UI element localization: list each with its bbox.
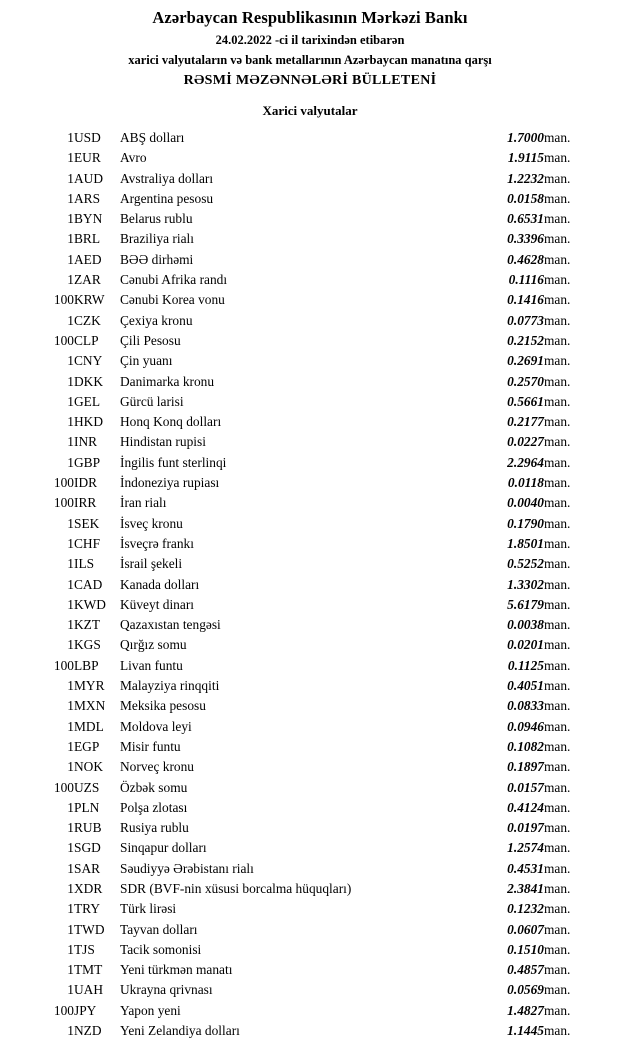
currency-amount: 100 xyxy=(53,292,74,308)
currency-name: Misir funtu xyxy=(120,738,181,754)
currency-unit: man. xyxy=(544,840,571,856)
currency-unit: man. xyxy=(544,434,571,450)
table-row xyxy=(30,859,590,879)
currency-code: PLN xyxy=(74,799,100,815)
currency-unit: man. xyxy=(544,820,571,836)
currency-unit: man. xyxy=(544,495,571,511)
currency-amount: 1 xyxy=(67,698,74,714)
currency-rate: 2.2964 xyxy=(507,454,544,470)
currency-name: Yeni Zelandiya dolları xyxy=(120,1023,240,1039)
currency-code: IDR xyxy=(74,475,98,491)
currency-code: UAH xyxy=(74,982,104,998)
currency-name: ABŞ dolları xyxy=(120,130,185,145)
currency-code: ZAR xyxy=(74,272,101,288)
page-title: Azərbaycan Respublikasının Mərkəzi Bankı xyxy=(152,8,468,27)
currency-amount: 1 xyxy=(67,272,74,288)
table-row xyxy=(30,270,590,290)
currency-code: UZS xyxy=(74,779,100,795)
currency-code: ILS xyxy=(74,556,95,572)
table-row xyxy=(30,960,590,980)
currency-unit: man. xyxy=(544,130,571,145)
currency-unit: man. xyxy=(544,231,571,247)
table-row xyxy=(30,920,590,940)
currency-amount: 1 xyxy=(67,231,74,247)
table-row xyxy=(30,635,590,655)
currency-name: Moldova leyi xyxy=(120,718,192,734)
currency-rate: 5.6179 xyxy=(507,596,544,612)
table-row xyxy=(30,717,590,737)
currency-code: SGD xyxy=(74,840,101,856)
currency-code: USD xyxy=(74,130,101,145)
table-row xyxy=(30,229,590,249)
currency-rate: 1.9115 xyxy=(507,150,544,166)
currency-code: AUD xyxy=(74,170,104,186)
table-row xyxy=(30,493,590,513)
currency-amount: 100 xyxy=(53,495,74,511)
currency-name: Danimarka kronu xyxy=(120,373,215,389)
currency-rate: 0.1416 xyxy=(507,292,544,308)
currency-name: Səudiyyə Ərəbistanı rialı xyxy=(120,860,254,876)
currency-amount: 1 xyxy=(67,941,74,957)
table-row xyxy=(30,575,590,595)
table-row xyxy=(30,940,590,960)
currency-amount: 100 xyxy=(53,475,74,491)
currency-code: GBP xyxy=(74,454,101,470)
currency-code: CAD xyxy=(74,576,103,592)
currency-code: INR xyxy=(74,434,98,450)
table-row xyxy=(30,737,590,757)
currency-code: SAR xyxy=(74,860,101,876)
currency-amount: 1 xyxy=(67,840,74,856)
currency-amount: 1 xyxy=(67,576,74,592)
currency-rate: 1.7000 xyxy=(507,130,544,145)
currency-code: TRY xyxy=(74,901,101,917)
currency-name: Kanada dolları xyxy=(120,576,200,592)
currency-name: İran rialı xyxy=(120,495,167,511)
currency-amount: 1 xyxy=(67,393,74,409)
table-row xyxy=(30,169,590,189)
currency-unit: man. xyxy=(544,475,571,491)
table-row xyxy=(30,453,590,473)
table-row xyxy=(30,656,590,676)
exchange-rates-table xyxy=(30,128,590,1041)
table-row xyxy=(30,128,590,148)
currency-amount: 1 xyxy=(67,150,74,166)
currency-amount: 1 xyxy=(67,170,74,186)
table-row xyxy=(30,148,590,168)
document-subtitle: xarici valyutaların və bank metallarının Azərbaycan manatına qarşı xyxy=(128,53,492,67)
currency-code: MDL xyxy=(74,718,104,734)
currency-amount: 1 xyxy=(67,678,74,694)
currency-rate: 0.4628 xyxy=(507,251,544,267)
currency-name: İndoneziya rupiası xyxy=(120,475,220,491)
currency-name: Türk lirəsi xyxy=(120,901,177,917)
table-row xyxy=(30,696,590,716)
currency-code: DKK xyxy=(74,373,104,389)
currency-name: İsveç kronu xyxy=(120,515,183,531)
currency-rate: 0.0773 xyxy=(507,312,544,328)
currency-rate: 0.1125 xyxy=(507,657,544,673)
currency-amount: 1 xyxy=(67,251,74,267)
currency-rate: 0.0157 xyxy=(507,779,544,795)
currency-unit: man. xyxy=(544,596,571,612)
currency-rate: 0.0227 xyxy=(507,434,544,450)
currency-rate: 1.1445 xyxy=(507,1023,544,1039)
table-row xyxy=(30,1001,590,1021)
table-row xyxy=(30,615,590,635)
currency-name: Cənubi Afrika randı xyxy=(120,272,228,288)
currency-code: EUR xyxy=(74,150,101,166)
currency-name: Avro xyxy=(120,150,147,166)
currency-name: Yapon yeni xyxy=(120,1002,181,1018)
table-row xyxy=(30,778,590,798)
currency-amount: 1 xyxy=(67,535,74,551)
currency-unit: man. xyxy=(544,799,571,815)
table-row xyxy=(30,818,590,838)
currency-unit: man. xyxy=(544,941,571,957)
currency-amount: 1 xyxy=(67,414,74,430)
currency-name: Argentina pesosu xyxy=(120,190,214,206)
currency-code: CZK xyxy=(74,312,101,328)
effective-date-line: 24.02.2022 -ci il tarixindən etibarən xyxy=(215,33,405,47)
table-row xyxy=(30,899,590,919)
currency-amount: 1 xyxy=(67,556,74,572)
currency-rate: 0.4531 xyxy=(507,860,544,876)
currency-code: HKD xyxy=(74,414,104,430)
currency-name: Malayziya rinqqiti xyxy=(120,678,220,694)
currency-name: Meksika pesosu xyxy=(120,698,206,714)
section-title-foreign-currencies: Xarici valyutalar xyxy=(262,103,358,118)
currency-rate: 0.2691 xyxy=(507,353,544,369)
currency-name: SDR (BVF-nin xüsusi borcalma hüquqları) xyxy=(120,880,352,896)
currency-code: JPY xyxy=(74,1002,97,1018)
table-row xyxy=(30,676,590,696)
currency-amount: 1 xyxy=(67,962,74,978)
currency-amount: 1 xyxy=(67,130,74,145)
currency-name: Norveç kronu xyxy=(120,759,194,775)
currency-unit: man. xyxy=(544,1023,571,1039)
currency-unit: man. xyxy=(544,515,571,531)
currency-amount: 1 xyxy=(67,373,74,389)
currency-name: Avstraliya dolları xyxy=(120,170,214,186)
currency-name: Hindistan rupisi xyxy=(120,434,206,450)
currency-code: RUB xyxy=(74,820,102,836)
currency-rate: 0.1082 xyxy=(507,738,544,754)
table-row xyxy=(30,209,590,229)
table-row xyxy=(30,189,590,209)
currency-amount: 1 xyxy=(67,820,74,836)
currency-code: NZD xyxy=(74,1023,102,1039)
table-row xyxy=(30,331,590,351)
table-row xyxy=(30,1021,590,1041)
currency-name: Gürcü larisi xyxy=(120,393,184,409)
currency-rate: 0.0833 xyxy=(507,698,544,714)
table-row xyxy=(30,980,590,1000)
currency-code: MYR xyxy=(74,678,105,694)
currency-amount: 1 xyxy=(67,434,74,450)
currency-rate: 0.0197 xyxy=(507,820,544,836)
currency-unit: man. xyxy=(544,272,571,288)
currency-name: Qazaxıstan tengəsi xyxy=(120,617,221,633)
currency-unit: man. xyxy=(544,962,571,978)
currency-unit: man. xyxy=(544,738,571,754)
currency-amount: 1 xyxy=(67,211,74,227)
document-bulletin-title: RƏSMİ MƏZƏNNƏLƏRİ BÜLLETENİ xyxy=(183,73,437,88)
currency-code: TJS xyxy=(74,941,95,957)
currency-code: BYN xyxy=(74,211,103,227)
currency-amount: 1 xyxy=(67,1023,74,1039)
currency-code: AED xyxy=(74,251,102,267)
currency-unit: man. xyxy=(544,414,571,430)
currency-rate: 0.2570 xyxy=(507,373,544,389)
table-row xyxy=(30,473,590,493)
currency-unit: man. xyxy=(544,921,571,937)
currency-name: Küveyt dinarı xyxy=(120,596,195,612)
currency-rate: 0.1790 xyxy=(507,515,544,531)
currency-unit: man. xyxy=(544,454,571,470)
currency-code: CLP xyxy=(74,332,99,348)
table-row xyxy=(30,554,590,574)
currency-rate: 0.0201 xyxy=(507,637,544,653)
currency-amount: 1 xyxy=(67,617,74,633)
currency-unit: man. xyxy=(544,556,571,572)
currency-rate: 0.0946 xyxy=(507,718,544,734)
currency-amount: 1 xyxy=(67,759,74,775)
currency-code: CHF xyxy=(74,535,101,551)
currency-unit: man. xyxy=(544,880,571,896)
currency-code: GEL xyxy=(74,393,101,409)
currency-amount: 1 xyxy=(67,860,74,876)
currency-name: Özbək somu xyxy=(120,779,188,795)
currency-name: Livan funtu xyxy=(120,657,183,673)
currency-code: TWD xyxy=(74,921,105,937)
currency-amount: 1 xyxy=(67,190,74,206)
currency-name: Sinqapur dolları xyxy=(120,840,207,856)
currency-rate: 0.0607 xyxy=(507,921,544,937)
currency-name: İsveçrə frankı xyxy=(120,535,194,551)
currency-amount: 1 xyxy=(67,921,74,937)
currency-code: KWD xyxy=(74,596,106,612)
table-row xyxy=(30,392,590,412)
currency-name: Ukrayna qrivnası xyxy=(120,982,213,998)
currency-name: Cənubi Korea vonu xyxy=(120,292,225,308)
currency-unit: man. xyxy=(544,617,571,633)
table-row xyxy=(30,290,590,310)
currency-unit: man. xyxy=(544,657,571,673)
currency-code: TMT xyxy=(74,962,103,978)
currency-amount: 1 xyxy=(67,312,74,328)
currency-amount: 100 xyxy=(53,332,74,348)
currency-code: KRW xyxy=(74,292,105,308)
currency-code: XDR xyxy=(74,880,103,896)
currency-unit: man. xyxy=(544,353,571,369)
currency-rate: 0.6531 xyxy=(507,211,544,227)
currency-name: Belarus rublu xyxy=(120,211,193,227)
currency-code: SEK xyxy=(74,515,100,531)
currency-name: İsrail şekeli xyxy=(120,556,183,572)
currency-unit: man. xyxy=(544,332,571,348)
currency-name: Tacik somonisi xyxy=(120,941,202,957)
currency-name: Çexiya kronu xyxy=(120,312,193,328)
table-row xyxy=(30,311,590,331)
currency-amount: 100 xyxy=(53,779,74,795)
table-row xyxy=(30,432,590,452)
currency-rate: 0.4857 xyxy=(507,962,544,978)
currency-name: Çili Pesosu xyxy=(120,332,181,348)
currency-name: Braziliya rialı xyxy=(120,231,194,247)
currency-unit: man. xyxy=(544,698,571,714)
currency-rate: 0.1232 xyxy=(507,901,544,917)
currency-rate: 0.2152 xyxy=(507,332,544,348)
currency-rate: 0.4124 xyxy=(507,799,544,815)
currency-unit: man. xyxy=(544,190,571,206)
currency-rate: 1.2574 xyxy=(507,840,544,856)
currency-name: Tayvan dolları xyxy=(120,921,198,937)
currency-rate: 0.1510 xyxy=(507,941,544,957)
currency-rate: 1.8501 xyxy=(507,535,544,551)
currency-code: NOK xyxy=(74,759,104,775)
currency-code: KGS xyxy=(74,637,101,653)
currency-name: BƏƏ dirhəmi xyxy=(120,251,194,267)
currency-rate: 0.5661 xyxy=(507,393,544,409)
currency-amount: 1 xyxy=(67,454,74,470)
table-row xyxy=(30,250,590,270)
currency-name: Qırğız somu xyxy=(120,637,187,653)
currency-amount: 1 xyxy=(67,596,74,612)
currency-name: İngilis funt sterlinqi xyxy=(120,454,227,470)
currency-name: Polşa zlotası xyxy=(120,799,188,815)
currency-rate: 0.0118 xyxy=(507,475,544,491)
currency-amount: 1 xyxy=(67,799,74,815)
currency-unit: man. xyxy=(544,576,571,592)
table-row xyxy=(30,351,590,371)
currency-amount: 100 xyxy=(53,657,74,673)
currency-amount: 1 xyxy=(67,718,74,734)
currency-rate: 1.3302 xyxy=(507,576,544,592)
table-row xyxy=(30,595,590,615)
currency-rate: 0.3396 xyxy=(507,231,544,247)
currency-unit: man. xyxy=(544,637,571,653)
table-row xyxy=(30,534,590,554)
table-row xyxy=(30,514,590,534)
currency-unit: man. xyxy=(544,211,571,227)
currency-unit: man. xyxy=(544,718,571,734)
currency-unit: man. xyxy=(544,170,571,186)
currency-amount: 1 xyxy=(67,353,74,369)
currency-name: Yeni türkmən manatı xyxy=(120,962,233,978)
table-row xyxy=(30,372,590,392)
currency-code: KZT xyxy=(74,617,101,633)
table-row xyxy=(30,879,590,899)
currency-amount: 100 xyxy=(53,1002,74,1018)
currency-code: IRR xyxy=(74,495,97,511)
currency-amount: 1 xyxy=(67,901,74,917)
document-header xyxy=(0,8,620,89)
currency-code: CNY xyxy=(74,353,103,369)
table-row xyxy=(30,757,590,777)
table-row xyxy=(30,412,590,432)
currency-unit: man. xyxy=(544,535,571,551)
currency-name: Rusiya rublu xyxy=(120,820,189,836)
currency-rate: 0.0040 xyxy=(507,495,544,511)
currency-amount: 1 xyxy=(67,982,74,998)
currency-code: EGP xyxy=(74,738,100,754)
currency-amount: 1 xyxy=(67,880,74,896)
currency-rate: 0.0038 xyxy=(507,617,544,633)
currency-unit: man. xyxy=(544,373,571,389)
currency-amount: 1 xyxy=(67,738,74,754)
table-row xyxy=(30,798,590,818)
currency-name: Honq Konq dolları xyxy=(120,414,222,430)
currency-unit: man. xyxy=(544,860,571,876)
currency-unit: man. xyxy=(544,779,571,795)
currency-unit: man. xyxy=(544,982,571,998)
currency-unit: man. xyxy=(544,678,571,694)
currency-rate: 2.3841 xyxy=(507,880,544,896)
currency-rate: 0.0569 xyxy=(507,982,544,998)
currency-amount: 1 xyxy=(67,637,74,653)
currency-code: LBP xyxy=(74,657,99,673)
currency-unit: man. xyxy=(544,292,571,308)
currency-unit: man. xyxy=(544,150,571,166)
currency-rate: 1.2232 xyxy=(507,170,544,186)
currency-unit: man. xyxy=(544,759,571,775)
currency-name: Çin yuanı xyxy=(120,353,173,369)
currency-rate: 0.2177 xyxy=(507,414,544,430)
currency-code: BRL xyxy=(74,231,101,247)
currency-rate: 0.0158 xyxy=(507,190,544,206)
currency-unit: man. xyxy=(544,901,571,917)
currency-code: ARS xyxy=(74,190,101,206)
currency-rate: 0.1116 xyxy=(508,272,544,288)
currency-unit: man. xyxy=(544,393,571,409)
currency-unit: man. xyxy=(544,1002,571,1018)
currency-rate: 0.1897 xyxy=(507,759,544,775)
currency-unit: man. xyxy=(544,312,571,328)
currency-rate: 1.4827 xyxy=(507,1002,544,1018)
currency-amount: 1 xyxy=(67,515,74,531)
currency-unit: man. xyxy=(544,251,571,267)
currency-rate: 0.5252 xyxy=(507,556,544,572)
currency-code: MXN xyxy=(74,698,106,714)
currency-rate: 0.4051 xyxy=(507,678,544,694)
table-row xyxy=(30,838,590,858)
